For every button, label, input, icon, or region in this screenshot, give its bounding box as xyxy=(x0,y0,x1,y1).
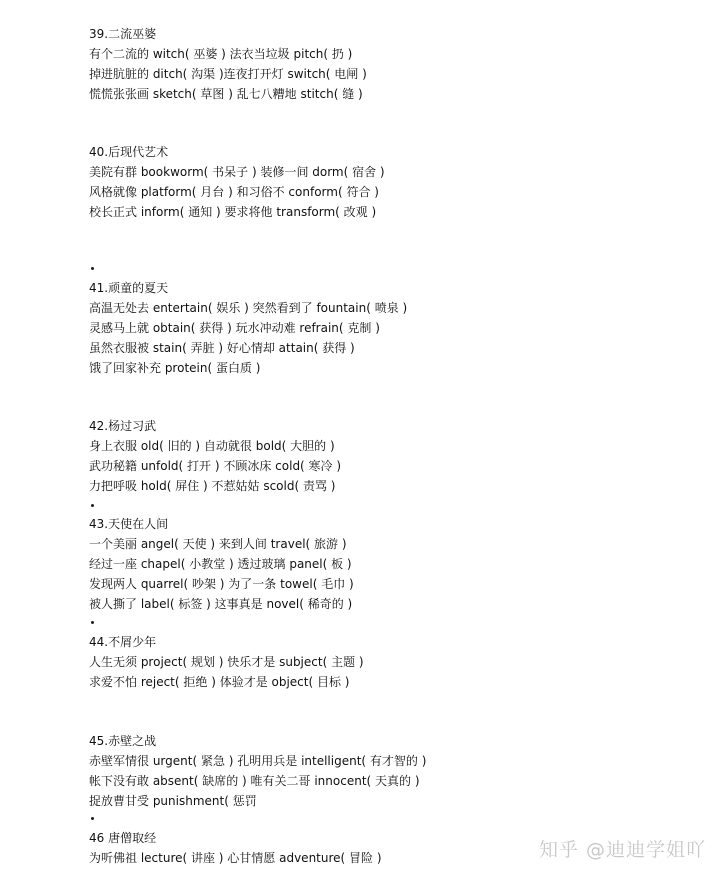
bullet-dot xyxy=(91,621,94,624)
text-line: 求爱不怕 reject( 拒绝 ) 体验才是 object( 目标 ) xyxy=(89,675,350,689)
section-41 xyxy=(89,278,407,378)
text-line: 掉进肮脏的 ditch( 沟渠 )连夜打开灯 switch( 电闸 ) xyxy=(89,67,367,81)
section-45 xyxy=(89,731,426,811)
section-title: 39.二流巫婆 xyxy=(89,27,157,41)
text-line: 虽然衣服被 stain( 弄脏 ) 好心情却 attain( 获得 ) xyxy=(89,341,355,355)
text-line: 武功秘籍 unfold( 打开 ) 不顾冰床 cold( 寒冷 ) xyxy=(89,459,342,473)
text-line: 有个二流的 witch( 巫婆 ) 法衣当垃圾 pitch( 扔 ) xyxy=(89,47,353,61)
section-43 xyxy=(89,514,354,614)
text-line: 风格就像 platform( 月台 ) 和习俗不 conform( 符合 ) xyxy=(89,185,379,199)
text-line: 被人撕了 label( 标签 ) 这事真是 novel( 稀奇的 ) xyxy=(89,597,353,611)
text-line: 为听佛祖 lecture( 讲座 ) 心甘情愿 adventure( 冒险 ) xyxy=(89,851,382,865)
section-46 xyxy=(89,828,382,868)
text-line: 捉放曹甘受 punishment( 惩罚 xyxy=(89,794,257,808)
section-title: 44.不屑少年 xyxy=(89,635,157,649)
bullet-dot xyxy=(91,267,94,270)
text-line: 发现两人 quarrel( 吵架 ) 为了一条 towel( 毛巾 ) xyxy=(89,577,354,591)
text-line: 力把呼吸 hold( 屏住 ) 不惹姑姑 scold( 责骂 ) xyxy=(89,479,336,493)
text-line: 校长正式 inform( 通知 ) 要求将他 transform( 改观 ) xyxy=(89,205,377,219)
section-title: 41.顽童的夏天 xyxy=(89,281,169,295)
section-44 xyxy=(89,632,364,692)
text-line: 慌慌张张画 sketch( 草图 ) 乱七八糟地 stitch( 缝 ) xyxy=(89,87,363,101)
text-line: 美院有群 bookworm( 书呆子 ) 装修一间 dorm( 宿舍 ) xyxy=(89,165,385,179)
text-line: 人生无须 project( 规划 ) 快乐才是 subject( 主题 ) xyxy=(89,655,364,669)
section-title: 46 唐僧取经 xyxy=(89,831,157,845)
text-line: 身上衣服 old( 旧的 ) 自动就很 bold( 大胆的 ) xyxy=(89,439,335,453)
section-title: 43.天使在人间 xyxy=(89,517,169,531)
section-title: 42.杨过习武 xyxy=(89,419,157,433)
text-line: 灵感马上就 obtain( 获得 ) 玩水冲动难 refrain( 克制 ) xyxy=(89,321,380,335)
section-title: 40.后现代艺术 xyxy=(89,145,169,159)
bullet-dot xyxy=(91,817,94,820)
text-line: 一个美丽 angel( 天使 ) 来到人间 travel( 旅游 ) xyxy=(89,537,347,551)
zhihu-watermark: 知乎 @迪迪学姐吖 xyxy=(538,839,706,861)
section-40 xyxy=(89,142,385,222)
section-title: 45.赤壁之战 xyxy=(89,734,157,748)
text-line: 饿了回家补充 protein( 蛋白质 ) xyxy=(89,361,261,375)
bullet-dot xyxy=(91,504,94,507)
text-line: 经过一座 chapel( 小教堂 ) 透过玻璃 panel( 板 ) xyxy=(89,557,352,571)
section-39 xyxy=(89,24,367,104)
text-line: 赤壁军情很 urgent( 紧急 ) 孔明用兵是 intelligent( 有才智的 ) xyxy=(89,754,427,768)
text-line: 帐下没有敢 absent( 缺席的 ) 唯有关二哥 innocent( 天真的 ) xyxy=(89,774,420,788)
section-42 xyxy=(89,416,341,496)
text-line: 高温无处去 entertain( 娱乐 ) 突然看到了 fountain( 喷泉 ) xyxy=(89,301,408,315)
